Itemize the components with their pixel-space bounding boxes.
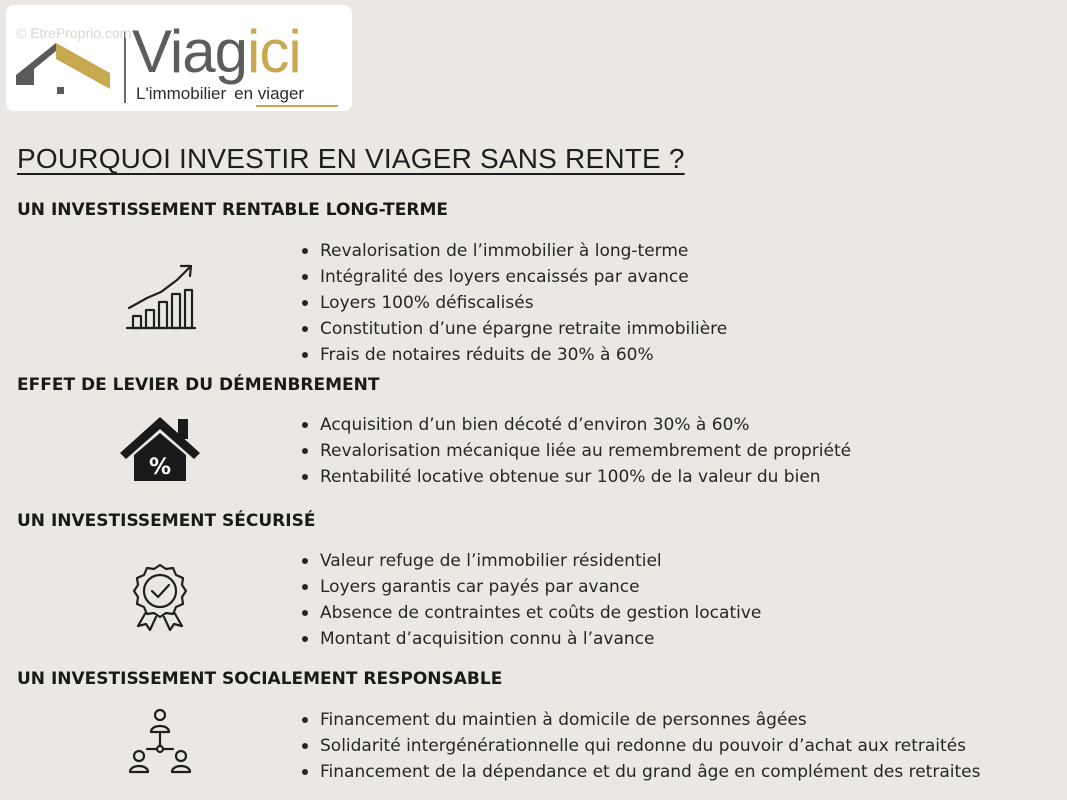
list-item: Financement de la dépendance et du grand âge en complément des retraites (300, 759, 980, 785)
logo (6, 5, 352, 111)
growth-chart-icon (125, 262, 197, 332)
section-heading-responsable: UN INVESTISSEMENT SOCIALEMENT RESPONSABLE (17, 669, 503, 689)
section-heading-securise: UN INVESTISSEMENT SÉCURISÉ (17, 511, 316, 531)
list-item: Rentabilité locative obtenue sur 100% de la valeur du bien (300, 464, 851, 490)
watermark: © EtreProprio.com (16, 25, 132, 41)
award-badge-icon (130, 562, 190, 632)
list-item: Constitution d’une épargne retraite immobilière (300, 316, 727, 342)
section-list-responsable (300, 707, 980, 785)
list-item: Intégralité des loyers encaissés par avance (300, 264, 727, 290)
percent-symbol: % (148, 455, 172, 480)
people-network-icon (127, 708, 193, 776)
house-percent-icon (118, 415, 202, 483)
list-item: Valeur refuge de l’immobilier résidentiel (300, 548, 761, 574)
logo-tagline-part2: en viager (234, 84, 305, 103)
list-item: Solidarité intergénérationnelle qui redonne du pouvoir d’achat aux retraités (300, 733, 980, 759)
logo-word-part1: Viag (132, 18, 248, 85)
list-item: Financement du maintien à domicile de personnes âgées (300, 707, 980, 733)
page-title: POURQUOI INVESTIR EN VIAGER SANS RENTE ? (17, 143, 685, 174)
logo-word-part2: ici (247, 18, 301, 85)
list-item: Montant d’acquisition connu à l’avance (300, 626, 761, 652)
list-item: Loyers garantis car payés par avance (300, 574, 761, 600)
logo-divider (124, 31, 126, 103)
list-item: Frais de notaires réduits de 30% à 60% (300, 342, 727, 368)
logo-underline (256, 105, 338, 107)
list-item: Loyers 100% défiscalisés (300, 290, 727, 316)
section-heading-levier: EFFET DE LEVIER DU DÉMENBREMENT (17, 375, 380, 395)
logo-tagline (136, 84, 304, 104)
logo-tagline-part1: L'immobilier (136, 84, 227, 103)
section-list-securise (300, 548, 761, 652)
list-item: Absence de contraintes et coûts de gestion locative (300, 600, 761, 626)
list-item: Revalorisation de l’immobilier à long-terme (300, 238, 727, 264)
section-heading-rentable: UN INVESTISSEMENT RENTABLE LONG-TERME (17, 200, 448, 220)
section-list-rentable (300, 238, 727, 368)
section-list-levier (300, 412, 851, 490)
logo-wordmark (132, 19, 301, 85)
list-item: Revalorisation mécanique liée au remembrement de propriété (300, 438, 851, 464)
list-item: Acquisition d’un bien décoté d’environ 30% à 60% (300, 412, 851, 438)
house-roof-logo-icon (16, 35, 116, 99)
